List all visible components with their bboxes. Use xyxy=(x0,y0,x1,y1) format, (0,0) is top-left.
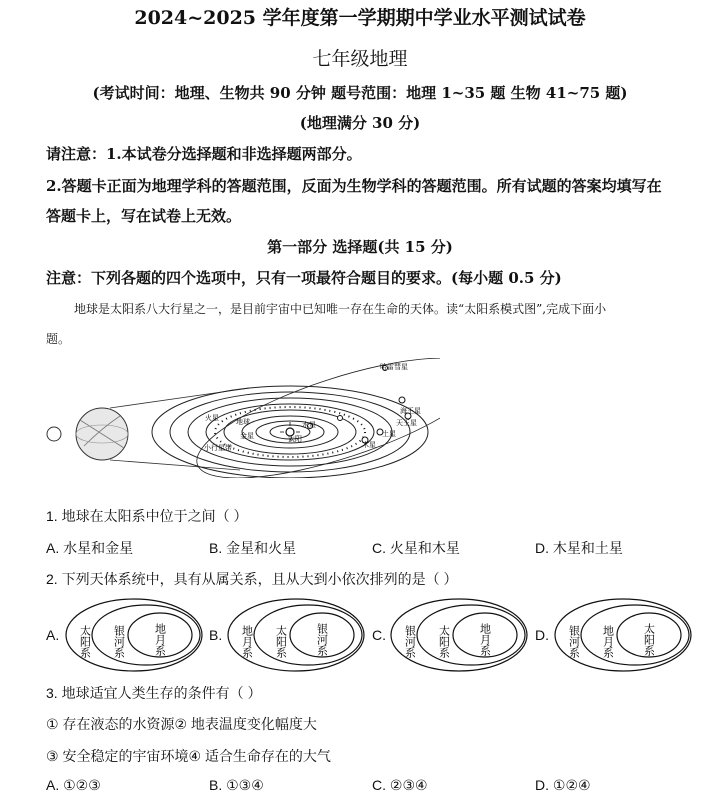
q2-diagram-b xyxy=(226,597,366,673)
q2-option-b[interactable]: B. xyxy=(209,627,223,643)
q2-diagram-a xyxy=(64,597,204,673)
label-mercury: 水星 xyxy=(302,421,316,429)
label-halley: 哈雷彗星 xyxy=(380,363,408,371)
diagram-d-inner-label: 太阳系 xyxy=(642,623,656,656)
q3-stem: 3. 地球适宜人类生存的条件有（ ） xyxy=(46,685,262,701)
note-1: 请注意：1.本试卷分选择题和非选择题两部分。 xyxy=(46,145,362,163)
score-info: (地理满分 30 分) xyxy=(299,114,421,132)
q2-option-a[interactable]: A. xyxy=(46,627,60,643)
note-2-line2: 答题卡上，写在试卷上无效。 xyxy=(46,207,242,225)
q1-option-a[interactable]: A. 水星和金星 xyxy=(46,540,134,556)
label-earth: 地球 xyxy=(236,418,250,426)
q2-option-d[interactable]: D. xyxy=(535,627,549,643)
part1-title: 第一部分 选择题(共 15 分) xyxy=(267,238,453,256)
label-jupiter: 木星 xyxy=(362,441,376,449)
q1-option-b[interactable]: B. 金星和火星 xyxy=(209,540,297,556)
diagram-b-middle-label: 太阳系 xyxy=(274,625,288,658)
diagram-b-outer-label: 地月系 xyxy=(240,625,254,658)
part1-instruction: 注意：下列各题的四个选项中，只有一项最符合题目的要求。(每小题 0.5 分) xyxy=(46,269,562,287)
label-saturn: 土星 xyxy=(382,430,396,438)
q3-option-a[interactable]: A. ①②③ xyxy=(46,777,101,793)
diagram-a-middle-label: 银河系 xyxy=(112,625,126,658)
diagram-a-inner-label: 地月系 xyxy=(153,623,167,656)
diagram-a-outer-label: 太阳系 xyxy=(78,625,92,658)
label-asteroid-belt: 小行星带 xyxy=(204,444,232,452)
diagram-c-middle-label: 太阳系 xyxy=(437,625,451,658)
diagram-d-outer-label: 银河系 xyxy=(567,625,581,658)
note-2-line1: 2.答题卡正面为地理学科的答题范围，反面为生物学科的答题范围。所有试题的答案均填写在 xyxy=(46,177,662,195)
q3-items-line1: ① 存在液态的水资源② 地表温度变化幅度大 xyxy=(46,716,317,732)
exam-info: (考试时间：地理、生物共 90 分钟 题号范围：地理 1~35 题 生物 41~75 题) xyxy=(92,84,628,102)
q2-stem: 2. 下列天体系统中，具有从属关系，且从大到小依次排列的是（ ） xyxy=(46,571,458,587)
label-venus: 金星 xyxy=(240,432,254,440)
small-earth-icon xyxy=(47,427,61,441)
q1-option-d[interactable]: D. 木星和土星 xyxy=(535,540,623,556)
q3-option-d[interactable]: D. ①②④ xyxy=(535,777,591,793)
label-mars: 火星 xyxy=(205,414,219,422)
q2-diagram-d xyxy=(553,597,693,673)
q2-diagram-c xyxy=(389,597,529,673)
diagram-c-inner-label: 地月系 xyxy=(478,623,492,656)
q1-option-c[interactable]: C. 火星和木星 xyxy=(372,540,460,556)
q3-option-c[interactable]: C. ②③④ xyxy=(372,777,428,793)
subject-title: 七年级地理 xyxy=(312,48,408,70)
diagram-b-inner-label: 银河系 xyxy=(315,623,329,656)
passage-line1: 地球是太阳系八大行星之一，是目前宇宙中已知唯一存在生命的天体。读“太阳系模式图”,完成下面小 xyxy=(74,302,607,316)
label-neptune: 海王星 xyxy=(400,407,421,415)
q2-option-c[interactable]: C. xyxy=(372,627,386,643)
label-sun: 太阳 xyxy=(288,435,302,443)
solar-system-figure xyxy=(40,358,440,478)
exam-title: 2024~2025 学年度第一学期期中学业水平测试试卷 xyxy=(134,7,586,29)
label-uranus: 天王星 xyxy=(396,419,417,427)
q3-items-line2: ③ 安全稳定的宇宙环境④ 适合生命存在的大气 xyxy=(46,748,331,764)
diagram-d-middle-label: 地月系 xyxy=(601,625,615,658)
diagram-c-outer-label: 银河系 xyxy=(403,625,417,658)
q1-stem: 1. 地球在太阳系中位于之间（ ） xyxy=(46,508,248,524)
q3-option-b[interactable]: B. ①③④ xyxy=(209,777,264,793)
passage-line2: 题。 xyxy=(46,332,71,346)
